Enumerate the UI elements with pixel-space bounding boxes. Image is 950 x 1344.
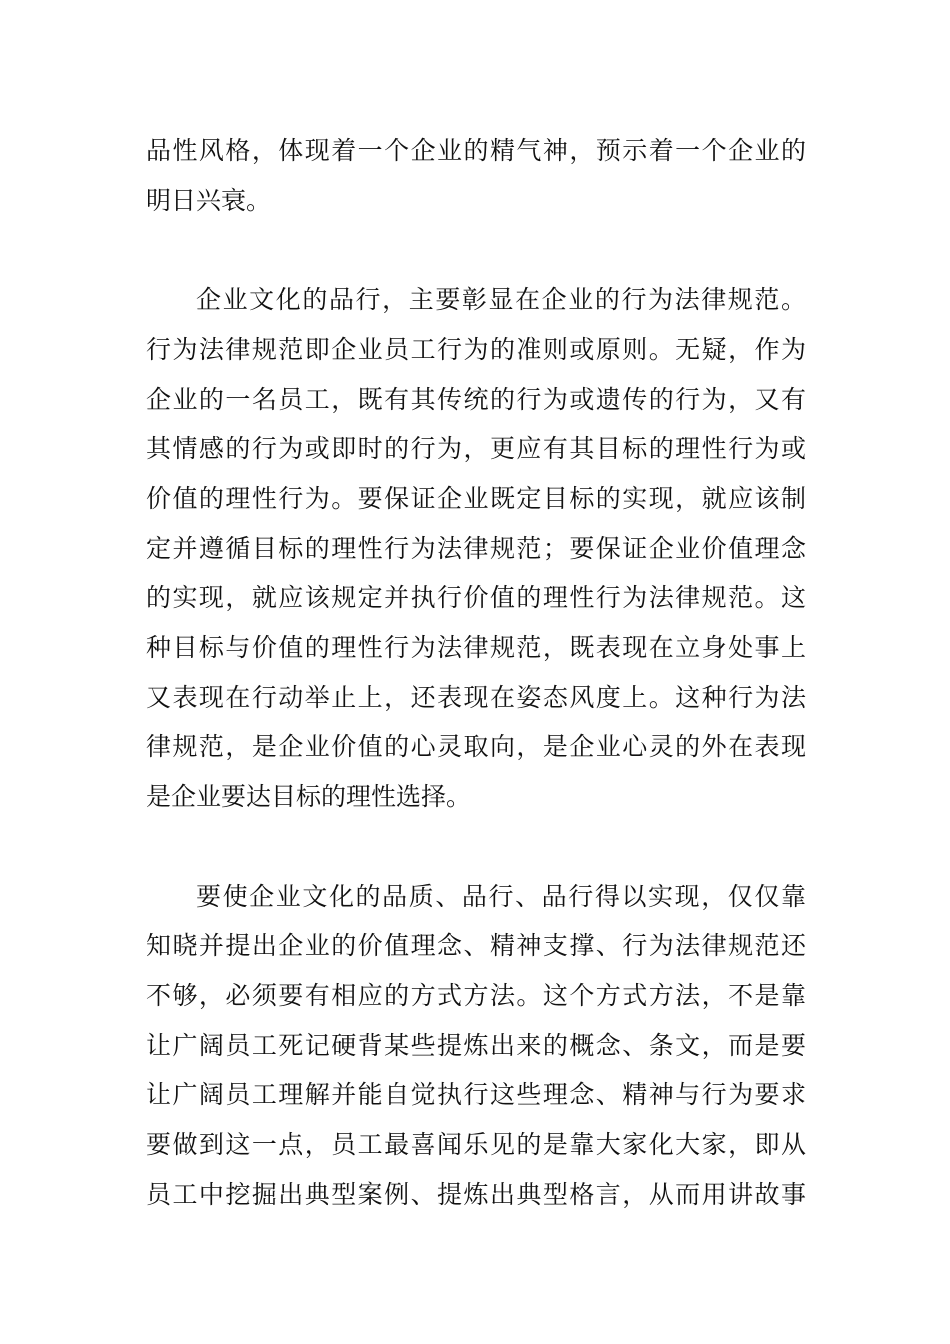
- text-line: 企业的一名员工，既有其传统的行为或遗传的行为，又有: [146, 384, 806, 414]
- paragraph-2: [146, 275, 806, 822]
- text-line: 是企业要达目标的理性选择。: [146, 782, 472, 812]
- document-page: [146, 126, 806, 1269]
- text-line: 让广阔员工死记硬背某些提炼出来的概念、条文，而是要: [146, 1030, 806, 1060]
- text-line: 种目标与价值的理性行为法律规范，既表现在立身处事上: [146, 633, 806, 663]
- text-line: 让广阔员工理解并能自觉执行这些理念、精神与行为要求: [146, 1080, 806, 1110]
- paragraph-3: [146, 872, 806, 1220]
- text-line: 又表现在行动举止上，还表现在姿态风度上。这种行为法: [146, 682, 806, 712]
- text-line: 价值的理性行为。要保证企业既定目标的实现，就应该制: [146, 483, 806, 513]
- text-line: 定并遵循目标的理性行为法律规范；要保证企业价值理念: [146, 533, 806, 563]
- text-line: 企业文化的品行，主要彰显在企业的行为法律规范。: [196, 285, 806, 315]
- text-line: 律规范，是企业价值的心灵取向，是企业心灵的外在表现: [146, 732, 806, 762]
- text-line: 其情感的行为或即时的行为，更应有其目标的理性行为或: [146, 434, 806, 464]
- text-line: 明日兴衰。: [146, 185, 272, 215]
- text-line: 知晓并提出企业的价值理念、精神支撑、行为法律规范还: [146, 931, 806, 961]
- text-line: 不够，必须要有相应的方式方法。这个方式方法，不是靠: [146, 980, 806, 1010]
- text-line: 行为法律规范即企业员工行为的准则或原则。无疑，作为: [146, 334, 806, 364]
- text-line: 的实现，就应该规定并执行价值的理性行为法律规范。这: [146, 583, 806, 613]
- text-line: 要使企业文化的品质、品行、品行得以实现，仅仅靠: [196, 881, 806, 911]
- paragraph-1: [146, 126, 806, 225]
- text-line: 品性风格，体现着一个企业的精气神，预示着一个企业的: [146, 136, 806, 165]
- text-line: 员工中挖掘出典型案例、提炼出典型格言，从而用讲故事: [146, 1179, 806, 1209]
- text-line: 要做到这一点，员工最喜闻乐见的是靠大家化大家，即从: [146, 1130, 806, 1160]
